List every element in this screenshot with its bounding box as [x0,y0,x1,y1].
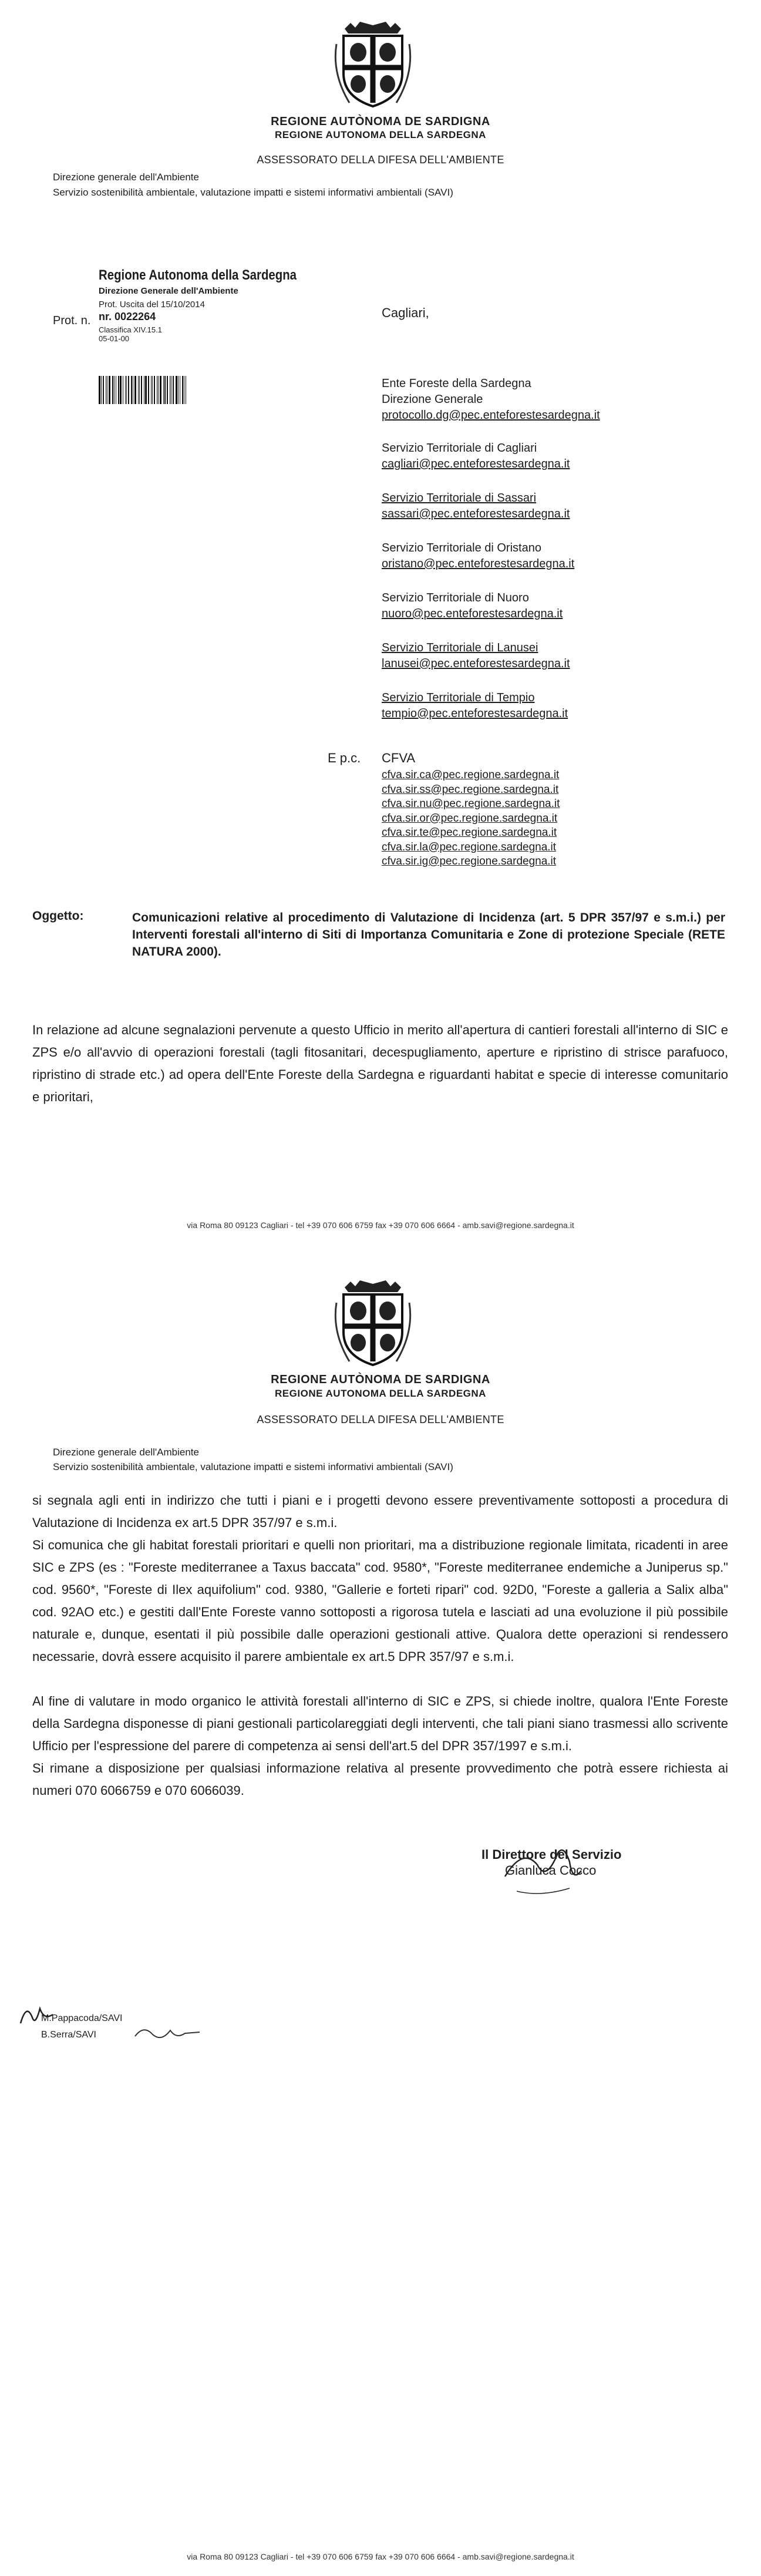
barcode-bar [103,376,104,404]
barcode-bar [173,376,174,404]
recipient-name: Servizio Territoriale di Cagliari [382,442,537,455]
barcode-bar [160,376,161,404]
barcode-bar [164,376,166,404]
recipient-email[interactable]: lanusei@pec.enteforestesardegna.it [382,657,570,670]
recipient-sassari [382,490,570,522]
recipient-name: Servizio Territoriale di Oristano [382,542,541,554]
letter-page-1 [0,0,761,1269]
barcode-bar [154,376,155,404]
initials-scribble-icon [132,2022,203,2045]
stamp-number: nr. 0022264 [99,311,156,322]
barcode-bar [152,376,153,404]
recipient-oristano [382,540,574,572]
barcode-bar [163,376,164,404]
recipient-email[interactable]: sassari@pec.enteforestesardegna.it [382,507,570,520]
barcode-bar [120,376,122,404]
recipient-name: Servizio Territoriale di Tempio [382,691,535,704]
protocol-stamp [99,267,332,343]
assessorato-name: ASSESSORATO DELLA DIFESA DELL'AMBIENTE [257,1414,504,1425]
drafter-line: M.Pappacoda/SAVI [41,2013,123,2023]
place-city: Cagliari, [382,305,429,320]
body-paragraph: Si comunica che gli habitat forestali prioritari e quelli non prioritari, ma a distribuzione regionale limitata, ricadenti in aree SIC e ZPS (es : "Foreste mediterranee a Taxus baccata" cod. 9580*, "Foreste mediterranee endemiche a Juniperus sp." cod. 9560*, "Foreste di Ilex aquifolium" cod. 9380, "Gallerie e forteti ripari" cod. 92D0, "Foreste a galleria a Salix alba" cod. 92AO etc.) e gestiti dall'Ente Foreste vanno sottoposti a rigorosa tutela e lasciati ad una evoluzione il più possibile naturale e, dunque, esentati il più possibile dalle operazioni gestionali attive. Qualora dette operazioni si rendessero necessarie, dovrà essere acquisito il parere ambientale ex art.5 DPR 357/97 e s.m.i. [32,1538,728,1664]
recipient-email[interactable]: nuoro@pec.enteforestesardegna.it [382,607,563,620]
barcode-bar [178,376,179,404]
barcode-bar [134,376,136,404]
servizio-name: Servizio sostenibilità ambientale, valutazione impatti e sistemi informativi ambientali (SAVI) [53,1461,453,1472]
recipient-cagliari [382,440,570,472]
stamp-date: Prot. Uscita del 15/10/2014 [99,300,205,310]
body-paragraph: In relazione ad alcune segnalazioni pervenute a questo Ufficio in merito all'apertura di cantieri forestali all'interno di SIC e ZPS e/o all'avvio di operazioni forestali (tagli fitosanitari, decespugliamento, aperture e ripristino di strisce parafuoco, ripristino di strade etc.) ad opera dell'Ente Foreste della Sardegna e riguardanti habitat e specie di interesse comunitario e prioritari, [32,1023,728,1104]
barcode-bar [101,376,102,404]
barcode-bar [138,376,139,404]
assessorato-name: ASSESSORATO DELLA DIFESA DELL'AMBIENTE [257,154,504,166]
epc-email[interactable]: cfva.sir.or@pec.regione.sardegna.it [382,812,558,825]
direzione-name: Direzione generale dell'Ambiente [53,171,199,183]
barcode-bar [114,376,115,404]
stamp-title: Regione Autonoma della Sardegna [99,267,297,283]
barcode-bar [176,376,177,404]
body-paragraph: Si rimane a disposizione per qualsiasi informazione relativa al presente provvedimento che potrà essere richiesta ai numeri 070 6066759 e 070 6066039. [32,1761,728,1798]
barcode-bar [125,376,126,404]
barcode-bar [131,376,132,404]
body-paragraph: Al fine di valutare in modo organico le attività forestali all'interno di SIC e ZPS, si chiede inoltre, qualora l'Ente Foreste della Sardegna disponesse di piani gestionali particolareggiati degli interventi, che tali piani siano trasmessi allo scrivente Ufficio per l'espressione del parere di competenza ai sensi dell'art.5 del DPR 357/1997 e s.m.i. [32,1694,728,1753]
epc-email[interactable]: cfva.sir.ss@pec.regione.sardegna.it [382,783,559,796]
handwritten-signature-icon [481,1841,599,1906]
letter-page-2 [0,1269,761,2576]
barcode-bar [141,376,142,404]
epc-email[interactable]: cfva.sir.ig@pec.regione.sardegna.it [382,855,557,867]
region-name-italian: REGIONE AUTONOMA DELLA SARDEGNA [275,129,486,140]
region-name-sardinian: REGIONE AUTÒNOMA DE SARDIGNA [271,115,490,128]
epc-label: E p.c. [328,751,361,765]
recipient-lanusei [382,640,570,672]
epc-email[interactable]: cfva.sir.te@pec.regione.sardegna.it [382,826,557,839]
region-name-sardinian: REGIONE AUTÒNOMA DE SARDIGNA [271,1373,490,1386]
recipient-nuoro [382,590,563,622]
barcode-bar [112,376,113,404]
subject-label: Oggetto: [32,909,84,923]
recipient-email[interactable]: cagliari@pec.enteforestesardegna.it [382,458,570,470]
epc-name: CFVA [382,751,416,765]
recipient-name: Servizio Territoriale di Sassari [382,492,537,505]
protocol-label: Prot. n. [53,314,91,327]
recipient-email[interactable]: tempio@pec.enteforestesardegna.it [382,707,568,720]
barcode-bar [99,376,100,404]
sardinia-crest-icon [332,1279,414,1367]
recipient-dept: Direzione Generale [382,393,483,406]
epc-email[interactable]: cfva.sir.la@pec.regione.sardegna.it [382,840,557,853]
region-name-italian: REGIONE AUTONOMA DELLA SARDEGNA [275,1388,486,1399]
page-footer: via Roma 80 09123 Cagliari - tel +39 070 606 6759 fax +39 070 606 6664 - amb.savi@regione.sardegna.it [187,1220,574,1230]
stamp-code: 05-01-00 [99,334,130,343]
protocol-barcode [99,376,188,404]
recipient-name: Servizio Territoriale di Nuoro [382,591,529,604]
recipient-email[interactable]: protocollo.dg@pec.enteforestesardegna.it [382,409,600,422]
epc-email-list [382,768,560,869]
barcode-bar [167,376,168,404]
barcode-bar [182,376,183,404]
barcode-bar [109,376,110,404]
barcode-bar [139,376,140,404]
drafter-line: B.Serra/SAVI [41,2030,96,2040]
barcode-bar [158,376,159,404]
direzione-name: Direzione generale dell'Ambiente [53,1447,199,1458]
stamp-class: Classifica XIV.15.1 [99,325,162,334]
barcode-bar [126,376,127,404]
recipient-ente-foreste [382,376,600,423]
page-footer: via Roma 80 09123 Cagliari - tel +39 070 606 6759 fax +39 070 606 6664 - amb.savi@regione.sardegna.it [187,2552,574,2561]
barcode-bar [118,376,119,404]
epc-email[interactable]: cfva.sir.ca@pec.regione.sardegna.it [382,769,560,781]
subject-text: Comunicazioni relative al procedimento di Valutazione di Incidenza (art. 5 DPR 357/97 e s.m.i.) per Interventi forestali all'interno di Siti di Importanza Comunitaria e Zone di protezione Speciale (RETE NATURA 2000). [132,911,725,959]
signature-title: Il Direttore del Servizio [481,1847,622,1862]
signature-name: Gianluca Cocco [505,1863,597,1878]
recipient-tempio [382,690,568,722]
sardinia-crest-icon [332,21,414,109]
epc-email[interactable]: cfva.sir.nu@pec.regione.sardegna.it [382,798,560,810]
recipient-email[interactable]: oristano@pec.enteforestesardegna.it [382,557,575,570]
recipient-name: Servizio Territoriale di Lanusei [382,641,538,654]
body-paragraph: si segnala agli enti in indirizzo che tutti i piani e i progetti devono essere preventivamente sottoposti a procedura di Valutazione di Incidenza ex art.5 DPR 357/97 e s.m.i. [32,1493,728,1530]
stamp-subtitle: Direzione Generale dell'Ambiente [99,286,238,296]
servizio-name: Servizio sostenibilità ambientale, valutazione impatti e sistemi informativi ambientali (SAVI) [53,187,453,198]
barcode-bar [128,376,129,404]
barcode-bar [145,376,147,404]
recipient-name: Ente Foreste della Sardegna [382,377,531,390]
barcode-bar [148,376,149,404]
